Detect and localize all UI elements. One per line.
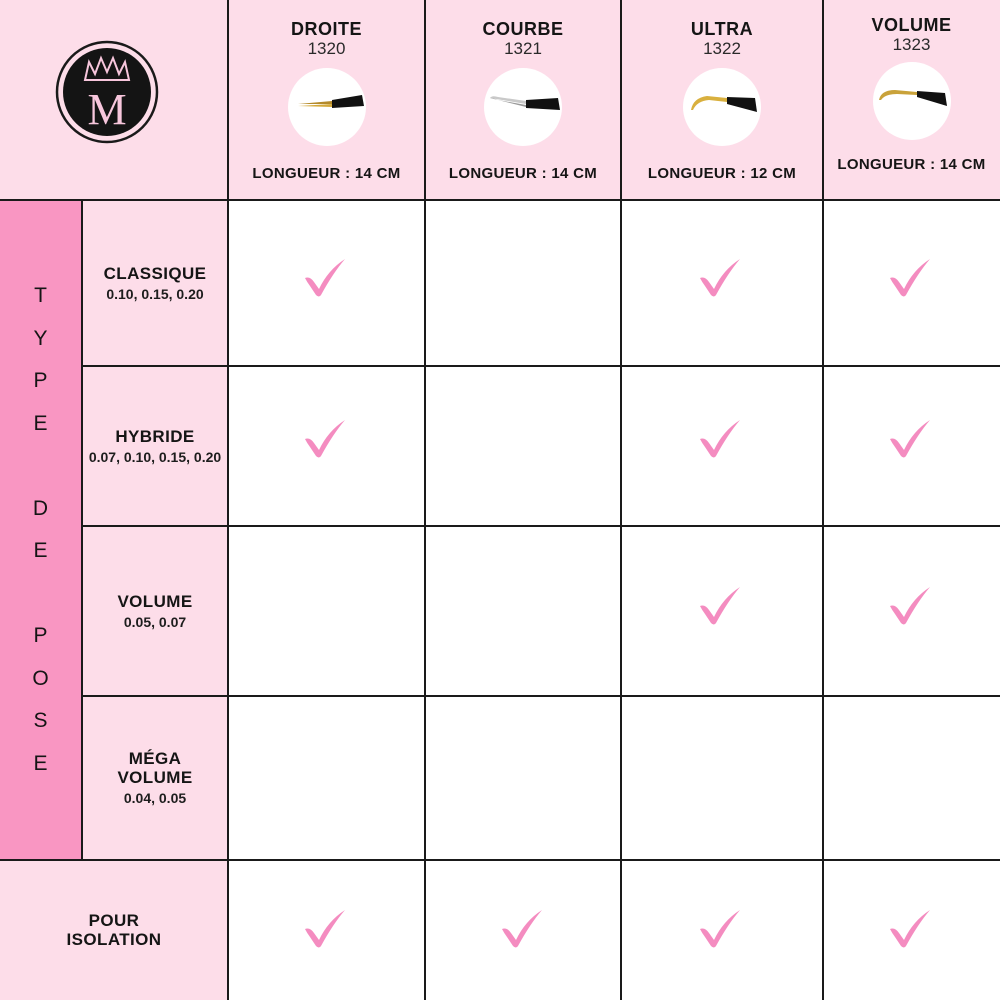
ultra-curved-tweezer-icon [683, 68, 761, 146]
row-sizes: 0.04, 0.05 [123, 790, 187, 806]
grid-line [82, 695, 1000, 697]
column-length: LONGUEUR : 14 CM [252, 165, 401, 182]
column-length: LONGUEUR : 12 CM [647, 165, 797, 182]
checkmark-icon [697, 256, 743, 298]
column-name: ULTRA [690, 19, 754, 39]
side-label-letter: E [33, 539, 49, 562]
row-sizes: 0.07, 0.10, 0.15, 0.20 [88, 448, 222, 465]
grid-line [0, 199, 1000, 201]
side-label-letter: P [33, 369, 49, 392]
column-header-courbe [425, 0, 621, 200]
side-label-letter: Y [33, 326, 49, 350]
column-name: DROITE [290, 19, 362, 39]
grid-line [82, 365, 1000, 367]
column-header-volume [823, 0, 1000, 200]
column-code: 1323 [892, 35, 931, 54]
column-length: LONGUEUR : 14 CM [837, 156, 986, 173]
column-header-droite [228, 0, 425, 200]
crown-m-logo-icon [55, 40, 159, 144]
row-header-isolation [0, 860, 228, 1000]
grid-line [620, 0, 622, 1000]
checkmark-icon [697, 417, 743, 459]
checkmark-icon [697, 907, 743, 949]
column-length: LONGUEUR : 14 CM [448, 165, 598, 182]
row-header-mega-volume [82, 696, 228, 860]
volume-tweezer-icon [873, 62, 951, 140]
grid-line [82, 525, 1000, 527]
checkmark-icon [887, 584, 933, 626]
row-name: POUR ISOLATION [66, 911, 162, 949]
row-header-volume [82, 526, 228, 696]
side-label-letter: E [33, 751, 49, 775]
row-sizes: 0.05, 0.07 [123, 613, 187, 630]
column-code: 1322 [703, 39, 741, 58]
checkmark-icon [302, 907, 348, 949]
grid-line [822, 0, 824, 1000]
row-name: MÉGA VOLUME [117, 749, 193, 787]
checkmark-icon [887, 417, 933, 459]
row-sizes: 0.10, 0.15, 0.20 [106, 285, 204, 302]
column-name: COURBE [482, 19, 564, 39]
side-label-letter: O [32, 666, 50, 690]
checkmark-icon [302, 256, 348, 298]
checkmark-icon [302, 417, 348, 459]
checkmark-icon [499, 907, 545, 949]
row-name: CLASSIQUE [103, 263, 207, 283]
row-header-hybride [82, 366, 228, 526]
checkmark-icon [887, 256, 933, 298]
grid-line [81, 200, 83, 860]
column-code: 1320 [307, 39, 346, 58]
row-name: HYBRIDE [115, 426, 195, 446]
side-label-letter: D [32, 496, 50, 520]
column-code: 1321 [504, 39, 542, 58]
column-header-ultra [621, 0, 823, 200]
grid-line [424, 0, 426, 1000]
side-label-letter: E [33, 411, 49, 435]
column-name: VOLUME [871, 15, 952, 35]
side-label-letter: S [33, 709, 49, 732]
logo-letter: M [87, 85, 127, 134]
grid-line [227, 0, 229, 1000]
grid-line [0, 859, 1000, 861]
row-header-classique [82, 200, 228, 366]
checkmark-icon [697, 584, 743, 626]
straight-tweezer-icon [288, 68, 366, 146]
row-name: VOLUME [117, 591, 193, 611]
side-label-letter: P [33, 624, 49, 647]
curved-tweezer-icon [484, 68, 562, 146]
checkmark-icon [887, 907, 933, 949]
side-label-letter: T [34, 284, 48, 307]
side-label-type-de-pose [0, 200, 82, 860]
